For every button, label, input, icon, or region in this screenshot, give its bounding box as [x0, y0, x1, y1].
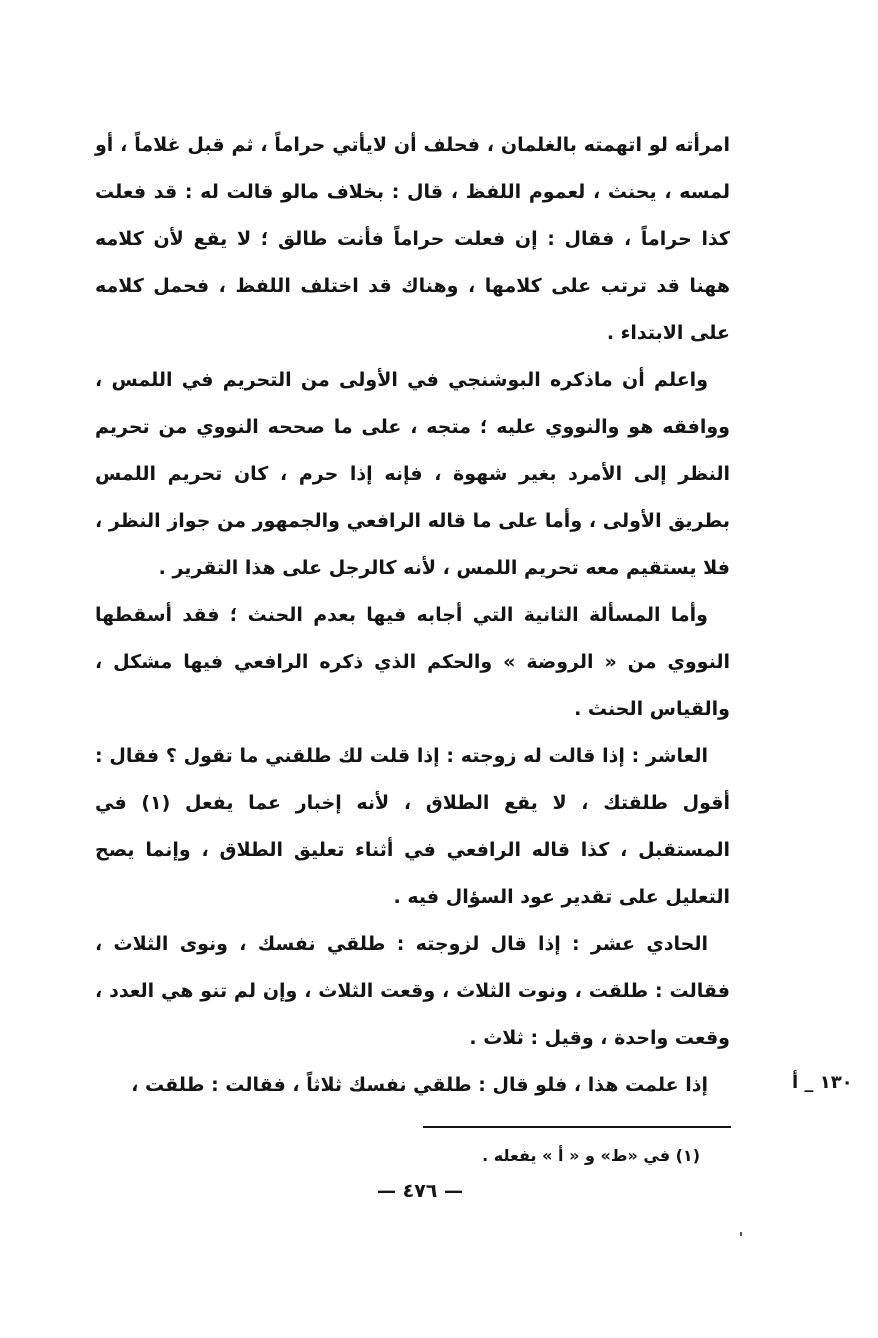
- main-text-block: [95, 122, 730, 1109]
- section-eleventh-text: إذا قال لزوجته : طلقي نفسك ، ونوى الثلاث ، فقالت : طلقت ، ونوت الثلاث ، وقعت الثلاث ، وإن لم تنو هي العدد ، وقعت واحدة ، وقيل : ثلاث .: [95, 933, 730, 1049]
- page-number: — ٤٧٦ —: [376, 1180, 464, 1202]
- section-tenth-heading: العاشر :: [631, 745, 708, 767]
- scan-speck: [740, 1232, 742, 1236]
- footnote-divider: [423, 1126, 731, 1128]
- paragraph-2: واعلم أن ماذكره البوشنجي في الأولى من التحريم في اللمس ، ووافقه هو والنووي عليه ؛ متجه ، على ما صححه النووي من تحريم النظر إلى الأمرد بغير شهوة ، فإنه إذا حرم ، كان تحريم اللمس بطريق الأولى ، وأما على ما قاله الرافعي والجمهور من جواز النظر ، فلا يستقيم معه تحريم اللمس ، لأنه كالرجل على هذا التقرير .: [95, 369, 730, 579]
- section-tenth-text: إذا قالت له زوجته : إذا قلت لك طلقني ما تقول ؟ فقال : أقول طلقتك ، لا يقع الطلاق ، لأنه إخبار عما يفعل (١) في المستقبل ، كذا قاله الرافعي في أثناء تعليق الطلاق ، وإنما يصح التعليل على تقدير عود السؤال فيه .: [95, 745, 730, 908]
- section-tenth: [95, 733, 730, 921]
- paragraph-1: امرأته لو اتهمته بالغلمان ، فحلف أن لايأتي حراماً ، ثم قبل غلاماً ، أو لمسه ، يحنث ، لعموم اللفظ ، قال : بخلاف مالو قالت له : قد فعلت كذا حراماً ، فقال : إن فعلت حراماً فأنت طالق ؛ لا يقع لأن كلامه ههنا قد ترتب على كلامها ، وهناك قد اختلف اللفظ ، فحمل كلامه على الابتداء .: [95, 134, 730, 344]
- section-eleventh: [95, 921, 730, 1062]
- section-eleventh-heading: الحادي عشر :: [572, 933, 708, 955]
- section-eleventh-last-line: إذا علمت هذا ، فلو قال : طلقي نفسك ثلاثاً ، فقالت : طلقت ،: [131, 1074, 708, 1096]
- paragraph-3: وأما المسألة الثانية التي أجابه فيها بعدم الحنث ؛ فقد أسقطها النووي من « الروضة » والحكم الذي ذكره الرافعي فيها مشكل ، والقياس الحنث .: [95, 604, 730, 720]
- footnote: (١) في «ط» و « أ » يفعله .: [482, 1146, 700, 1165]
- margin-manuscript-reference: ١٣٠ _ أ: [792, 1072, 853, 1093]
